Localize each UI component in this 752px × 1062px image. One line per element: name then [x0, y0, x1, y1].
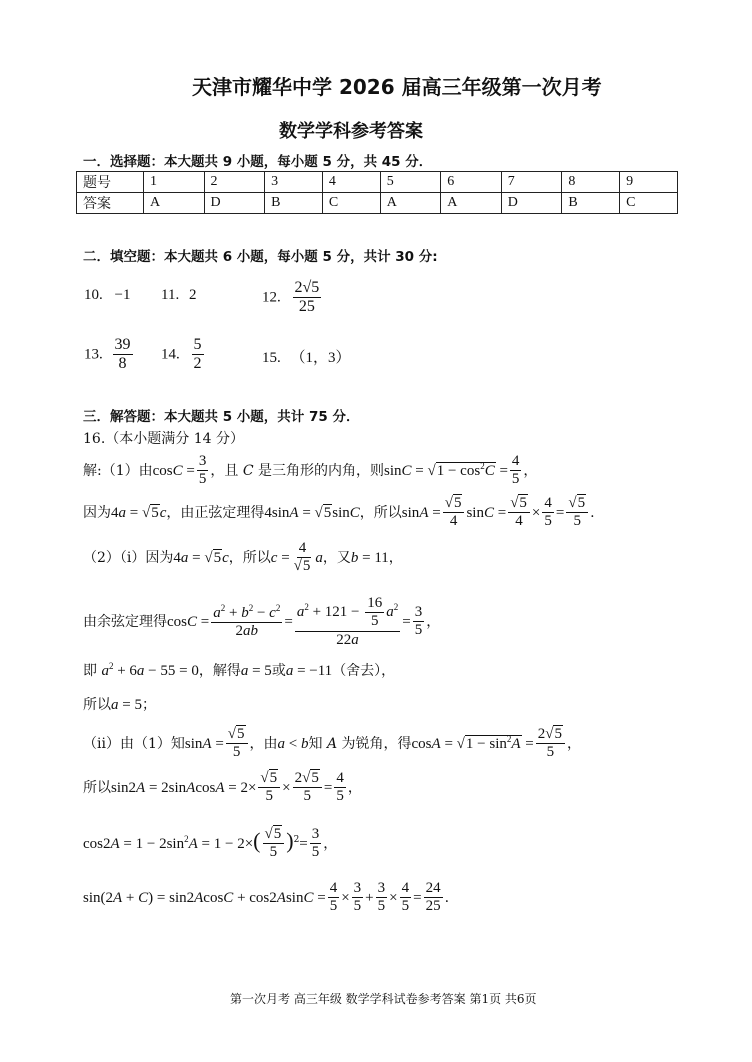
table-row-label: 答案 [77, 193, 144, 214]
question-16-header: 16.（本小题满分 14 分） [83, 431, 244, 447]
answer-value: −1 [114, 287, 131, 303]
table-row [77, 172, 678, 193]
section-3-heading: 三．解答题：本大题共 5 小题，共计 75 分． [83, 409, 360, 425]
solution-line: （ii）由（1）知sinA = √ $\frac{5}{5}$ ，由a < b知 A 为锐角，得cosA = √ $1 - \sin^2A$ = $\frac{2√ 5}{5}$ ， [83, 726, 581, 762]
table-cell: 3 [265, 172, 323, 193]
fraction [293, 279, 322, 317]
solution-line: 所以a = 5； [83, 697, 156, 713]
fraction-denominator: 2 [193, 355, 202, 373]
fraction-numerator: 5 [192, 336, 204, 355]
table-cell: 6 [441, 172, 502, 193]
fraction-numerator: 39 [113, 336, 133, 355]
solution-line: sin(2A + C) = sin2AcosC + cos2AsinC = $\frac{4}{5}$ × $\frac{3}{5}$ + $\frac{3}{5}$ × $\frac{4}{5}$ = $\frac{24}{25}$ . [83, 880, 450, 915]
table-cell: A [144, 193, 205, 214]
solution-line: 解:（1）由cosC = $\frac{3}{5}$ ，且 C 是三角形的内角，则sinC = √ $1 - \cos^2C$ = $\frac{4}{5}$ ， [83, 453, 537, 489]
answer-10 [84, 287, 130, 304]
solution-line: （2）（i）因为4a = √ 5c，所以c = 4 √ 5 a，又b = 11， [83, 540, 403, 576]
answer-14 [161, 336, 206, 374]
table-cell: 2 [204, 172, 265, 193]
table-cell: D [501, 193, 562, 214]
answer-label: 14. [161, 346, 180, 363]
fraction-denominator: 8 [118, 355, 127, 373]
answer-value: 2 [188, 287, 197, 303]
fraction [192, 336, 204, 374]
table-cell: B [265, 193, 323, 214]
fraction-denominator: 25 [298, 298, 315, 316]
answer-12 [262, 279, 323, 317]
page-footer: 第一次月考 高三年级 数学学科试卷参考答案 第1页 共6页 [230, 992, 537, 1006]
table-cell: D [204, 193, 265, 214]
table-cell: 9 [620, 172, 678, 193]
table-row [77, 193, 678, 214]
table-cell: 1 [144, 172, 205, 193]
answer-label: 13. [84, 346, 103, 363]
table-cell: 7 [501, 172, 562, 193]
section-2-heading: 二．填空题：本大题共 6 小题，每小题 5 分，共计 30 分: [83, 249, 438, 265]
table-row-label: 题号 [77, 172, 144, 193]
answer-label: 11. [161, 287, 180, 303]
table-cell: 8 [562, 172, 620, 193]
answer-value: （1，3） [290, 350, 351, 366]
table-cell: 5 [380, 172, 441, 193]
answer-13 [84, 336, 135, 374]
table-cell: B [562, 193, 620, 214]
solution-line: $\cos 2A = 1 - 2\sin^2A = 1 - 2\times$( √ $\frac{5}{5}$ )$^2$= $\frac{3}{5}$ ， [83, 826, 337, 862]
fraction [113, 336, 133, 374]
page-subtitle: 数学学科参考答案 [279, 121, 423, 142]
table-cell: C [322, 193, 380, 214]
page-title: 天津市耀华中学 2026 届高三年级第一次月考 [192, 75, 602, 99]
solution-line: 即 $a^2 + 6a - 55 = 0$，解得a = 5或a = −11（舍去）， [83, 661, 396, 679]
table-cell: 4 [322, 172, 380, 193]
solution-line: 所以sin2A = 2sinAcosA = 2× √ $\frac{5}{5}$ × $\frac{2√ 5}{5}$ = $\frac{4}{5}$ ， [83, 770, 362, 806]
answer-15 [262, 346, 351, 367]
solution-line: 因为4a = √ 5c，由正弦定理得4sinA = √ 5sinC，所以sinA = √ $\frac{5}{4}$ sinC = √ $\frac{5}{4}$ × $\frac{4}{5}$ = √ $\frac{5}{5}$ . [83, 495, 595, 531]
table-cell: A [380, 193, 441, 214]
table-cell: A [441, 193, 502, 214]
section-1-heading: 一．选择题：本大题共 9 小题，每小题 5 分，共 45 分． [83, 154, 433, 170]
answer-label: 12. [262, 289, 281, 306]
table-cell: C [620, 193, 678, 214]
answer-11 [161, 287, 196, 304]
solution-line: 由余弦定理得cosC = $\frac{a^2 + b^2 - c^2}{2ab}$ = $a^2 + 121$ − $\frac{16}{5}$ $a^2$ 22a = $\frac{3}{5}$ ， [83, 595, 441, 648]
answer-label: 15. [262, 350, 281, 366]
answer-label: 10. [84, 287, 103, 303]
answer-table [76, 171, 678, 214]
fraction-numerator: 2√5 [293, 279, 322, 298]
